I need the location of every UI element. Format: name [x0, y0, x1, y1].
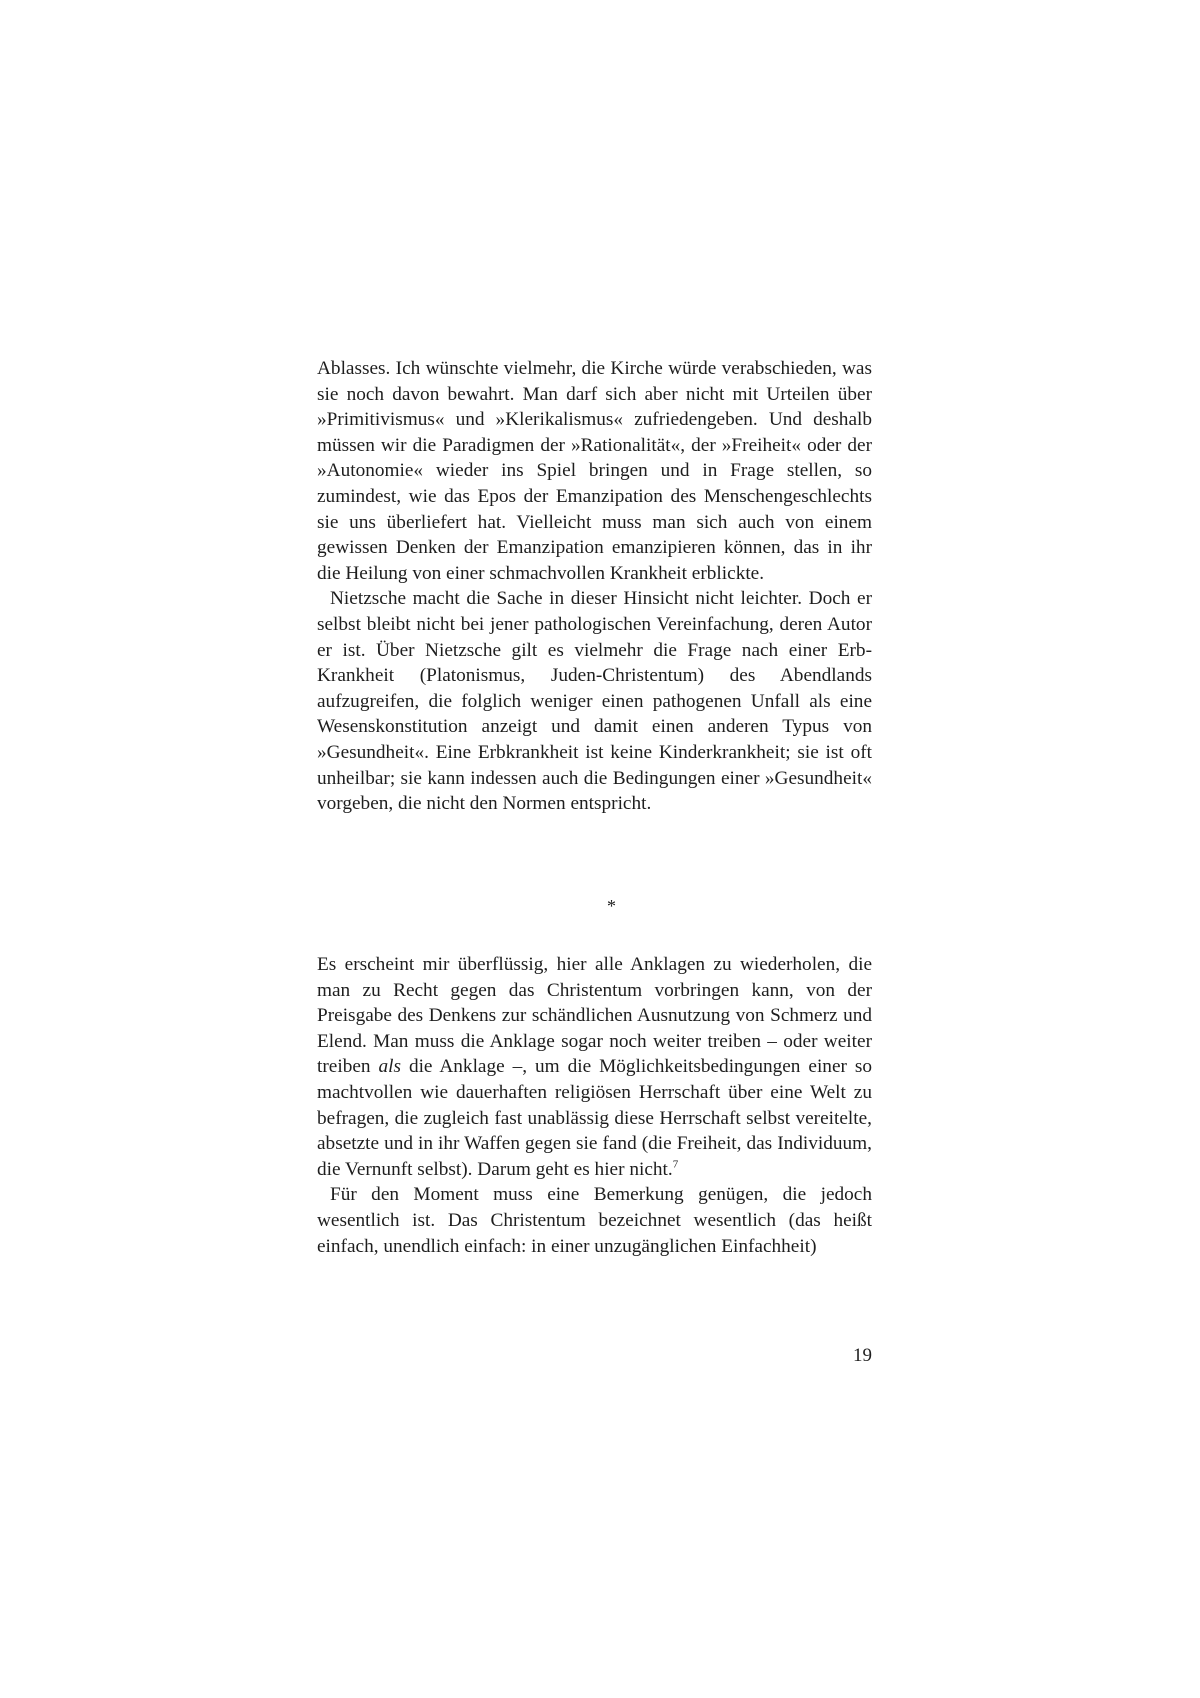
section-separator: * [607, 896, 616, 916]
paragraph-anklagen-part-a: Es erscheint mir überflüssig, hier alle Anklagen zu wiederholen, die man zu Recht gegen das Christentum vorbringen kann, von der Preisgabe des Denkens zur schändlichen Ausnutzung von Schmerz und Elend. Man muss die Anklage sogar noch weiter treiben – oder weiter treiben [317, 954, 872, 1078]
paragraph-anklagen-part-b: die Anklage –, um die Möglichkeitsbedingungen einer so machtvollen wie dauerhaften religiösen Herrschaft über eine Welt zu befragen, die zugleich fast unablässig diese Herrschaft selbst vereitelte, absetzte und in ihr Waffen gegen sie fand (die Freiheit, das Individuum, die Vernunft selbst). Darum geht es hier nicht. [317, 1056, 873, 1180]
paragraph-nietzsche: Nietzsche macht die Sache in dieser Hinsicht nicht leichter. Doch er selbst bleibt nicht bei jener pathologischen Vereinfachung, deren Autor er ist. Über Nietzsche gilt es vielmehr die Frage nach einer Erb-Krankheit (Platonismus, Juden-Christentum) des Abendlands aufzugreifen, die folglich weniger einen pathogenen Unfall als eine Wesenskonstitution anzeigt und damit einen anderen Typus von »Gesundheit«. Eine Erbkrankheit ist keine Kinderkrankheit; sie ist oft unheilbar; sie kann indessen auch die Bedingungen einer »Gesundheit« vorgeben, die nicht den Normen entspricht. [317, 588, 872, 815]
emphasis-als: als [378, 1056, 401, 1078]
footnote-reference[interactable]: 7 [672, 1158, 679, 1171]
text-section-2 [317, 952, 872, 1259]
text-section-1 [317, 356, 872, 817]
paragraph-ablasses: Ablasses. Ich wünschte vielmehr, die Kirche würde verabschieden, was sie noch davon bewahrt. Man darf sich aber nicht mit Urteilen über »Primitivismus« und »Klerikalismus« zufriedengeben. Und deshalb müssen wir die Paradigmen der »Rationalität«, der »Freiheit« oder der »Autonomie« wieder ins Spiel bringen und in Frage stellen, so zumindest, wie das Epos der Emanzipation des Menschengeschlechts sie uns überliefert hat. Vielleicht muss man sich auch von einem gewissen Denken der Emanzipation emanzipieren können, das in ihr die Heilung von einer schmachvollen Krankheit erblickte. [317, 358, 872, 584]
paragraph-moment: Für den Moment muss eine Bemerkung genügen, die jedoch wesentlich ist. Das Christentum bezeichnet wesentlich (das heißt einfach, unendlich einfach: in einer unzugänglichen Einfachheit) [317, 1184, 872, 1257]
page-number: 19 [853, 1345, 872, 1366]
paragraph-anklagen [317, 952, 872, 1182]
